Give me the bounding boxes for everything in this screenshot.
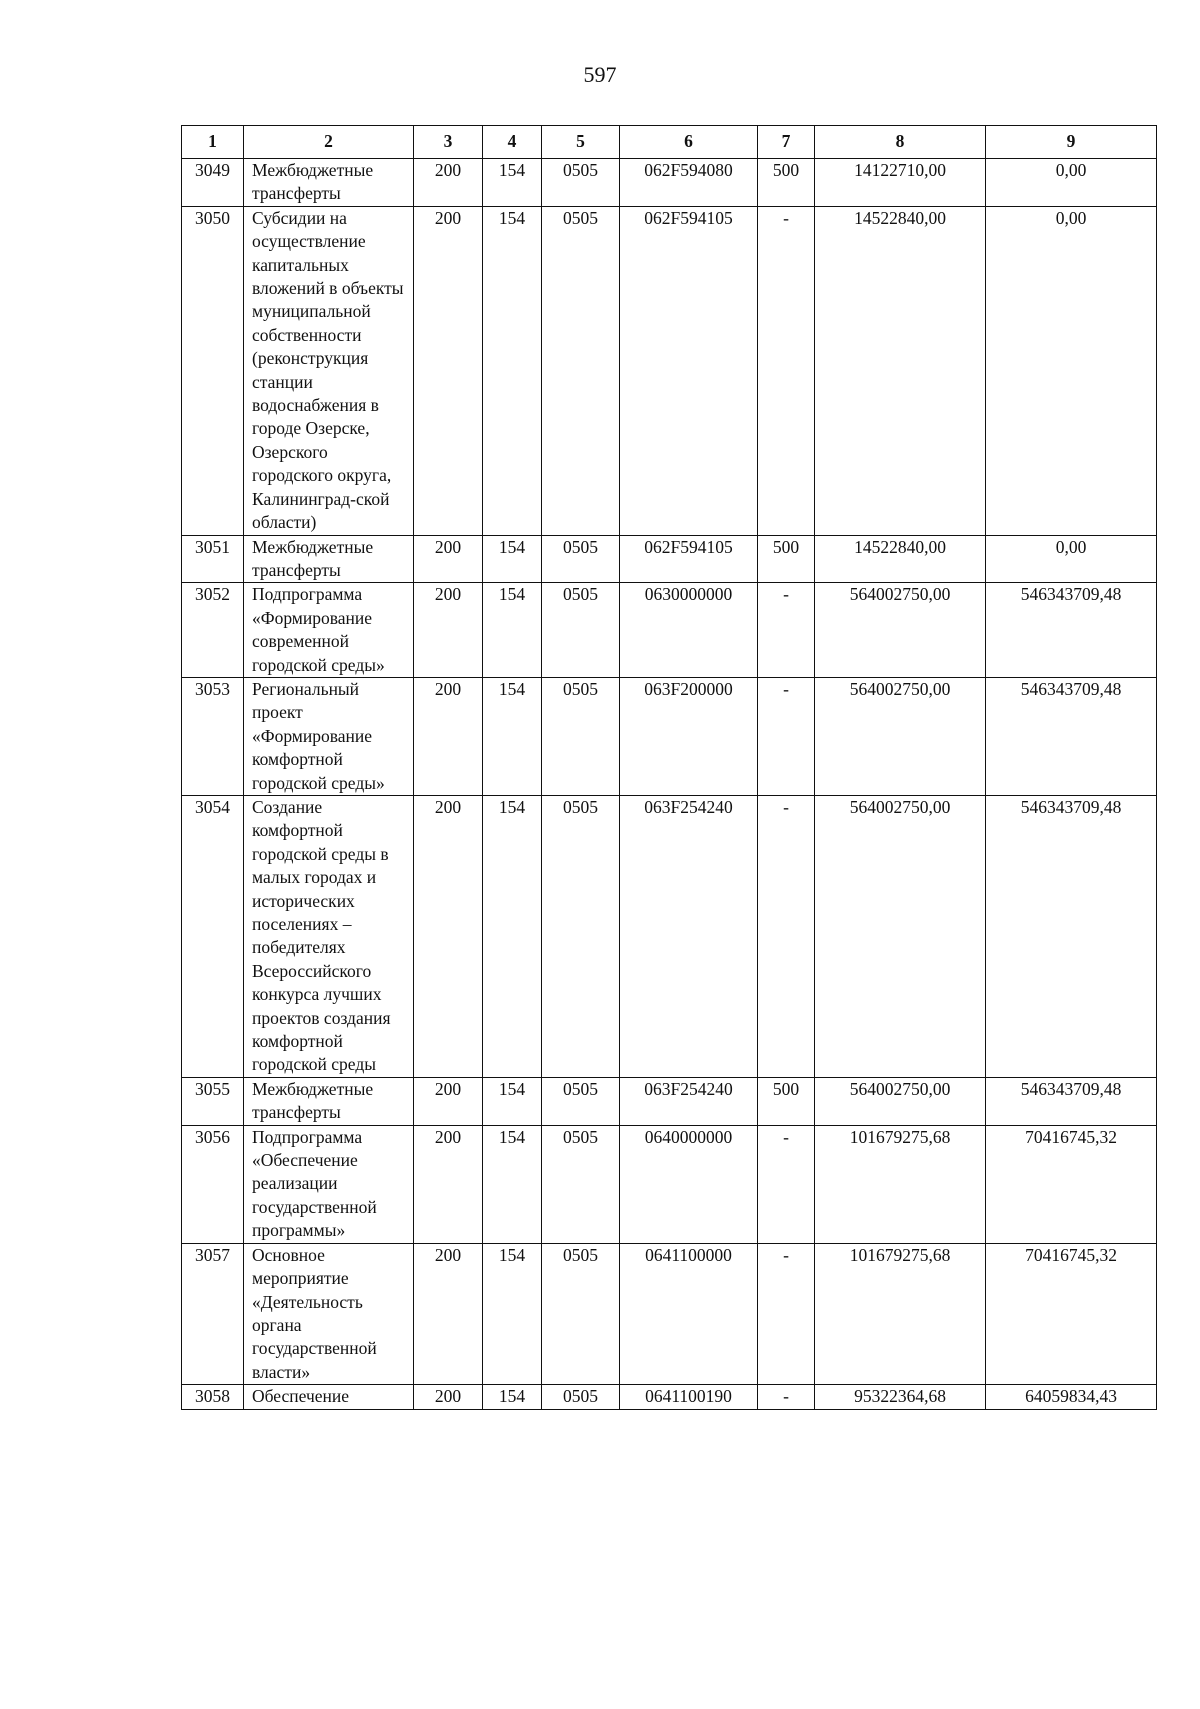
cell-col5: 0505 (542, 583, 620, 678)
table-row (182, 1077, 1157, 1125)
cell-col6: 0641100190 (620, 1385, 758, 1409)
cell-col5: 0505 (542, 1077, 620, 1125)
row-number: 3054 (182, 795, 244, 1077)
cell-col7: - (758, 677, 815, 795)
row-number: 3056 (182, 1125, 244, 1243)
table-row (182, 159, 1157, 207)
table-row (182, 677, 1157, 795)
cell-col6: 062F594105 (620, 206, 758, 535)
cell-col8: 14522840,00 (815, 206, 986, 535)
cell-col6: 0630000000 (620, 583, 758, 678)
cell-col9: 0,00 (986, 159, 1157, 207)
cell-col4: 154 (483, 1125, 542, 1243)
row-name: Подпрограмма «Обеспечение реализации государственной программы» (244, 1125, 414, 1243)
cell-col5: 0505 (542, 1243, 620, 1384)
column-header: 4 (483, 126, 542, 159)
row-name: Создание комфортной городской среды в малых городах и исторических поселениях – победителях Всероссийского конкурса лучших проектов создания комфортной городской среды (244, 795, 414, 1077)
cell-col4: 154 (483, 1077, 542, 1125)
cell-col7: 500 (758, 1077, 815, 1125)
cell-col4: 154 (483, 159, 542, 207)
cell-col5: 0505 (542, 1125, 620, 1243)
cell-col5: 0505 (542, 795, 620, 1077)
cell-col8: 95322364,68 (815, 1385, 986, 1409)
table-row (182, 1385, 1157, 1409)
cell-col4: 154 (483, 583, 542, 678)
cell-col3: 200 (414, 159, 483, 207)
cell-col7: - (758, 1385, 815, 1409)
cell-col7: - (758, 1243, 815, 1384)
cell-col7: - (758, 1125, 815, 1243)
row-name: Межбюджетные трансферты (244, 535, 414, 583)
budget-table (181, 125, 1157, 1410)
row-name: Подпрограмма «Формирование современной городской среды» (244, 583, 414, 678)
cell-col3: 200 (414, 795, 483, 1077)
cell-col8: 564002750,00 (815, 1077, 986, 1125)
cell-col8: 14522840,00 (815, 535, 986, 583)
cell-col9: 0,00 (986, 535, 1157, 583)
page-number: 597 (583, 62, 617, 87)
cell-col6: 062F594105 (620, 535, 758, 583)
row-name: Межбюджетные трансферты (244, 1077, 414, 1125)
cell-col7: 500 (758, 159, 815, 207)
cell-col4: 154 (483, 206, 542, 535)
cell-col9: 546343709,48 (986, 677, 1157, 795)
table-row (182, 583, 1157, 678)
cell-col3: 200 (414, 1125, 483, 1243)
row-number: 3050 (182, 206, 244, 535)
row-name: Межбюджетные трансферты (244, 159, 414, 207)
row-number: 3049 (182, 159, 244, 207)
column-header: 8 (815, 126, 986, 159)
cell-col4: 154 (483, 1243, 542, 1384)
cell-col6: 063F200000 (620, 677, 758, 795)
cell-col9: 64059834,43 (986, 1385, 1157, 1409)
column-header: 9 (986, 126, 1157, 159)
cell-col9: 546343709,48 (986, 795, 1157, 1077)
column-header: 7 (758, 126, 815, 159)
cell-col8: 101679275,68 (815, 1243, 986, 1384)
cell-col6: 063F254240 (620, 795, 758, 1077)
column-header: 5 (542, 126, 620, 159)
column-header: 6 (620, 126, 758, 159)
cell-col3: 200 (414, 677, 483, 795)
cell-col8: 564002750,00 (815, 677, 986, 795)
cell-col4: 154 (483, 535, 542, 583)
cell-col9: 70416745,32 (986, 1243, 1157, 1384)
row-number: 3053 (182, 677, 244, 795)
cell-col8: 14122710,00 (815, 159, 986, 207)
table-row (182, 1125, 1157, 1243)
cell-col7: - (758, 206, 815, 535)
table-header-row (182, 126, 1157, 159)
cell-col7: - (758, 583, 815, 678)
cell-col4: 154 (483, 795, 542, 1077)
cell-col5: 0505 (542, 206, 620, 535)
cell-col9: 70416745,32 (986, 1125, 1157, 1243)
cell-col8: 101679275,68 (815, 1125, 986, 1243)
cell-col4: 154 (483, 677, 542, 795)
cell-col3: 200 (414, 1077, 483, 1125)
column-header: 3 (414, 126, 483, 159)
cell-col5: 0505 (542, 677, 620, 795)
cell-col5: 0505 (542, 159, 620, 207)
row-name: Субсидии на осуществление капитальных вложений в объекты муниципальной собственности (реконструкция станции водоснабжения в городе Озерске, Озерского городского округа, Калининград-ской области) (244, 206, 414, 535)
row-number: 3058 (182, 1385, 244, 1409)
row-number: 3057 (182, 1243, 244, 1384)
cell-col3: 200 (414, 535, 483, 583)
cell-col8: 564002750,00 (815, 795, 986, 1077)
row-name: Обеспечение (244, 1385, 414, 1409)
cell-col6: 0641100000 (620, 1243, 758, 1384)
cell-col3: 200 (414, 1243, 483, 1384)
cell-col3: 200 (414, 583, 483, 678)
row-number: 3055 (182, 1077, 244, 1125)
cell-col6: 062F594080 (620, 159, 758, 207)
table-row (182, 795, 1157, 1077)
row-number: 3052 (182, 583, 244, 678)
row-number: 3051 (182, 535, 244, 583)
table-row (182, 1243, 1157, 1384)
cell-col9: 546343709,48 (986, 1077, 1157, 1125)
cell-col5: 0505 (542, 535, 620, 583)
cell-col3: 200 (414, 206, 483, 535)
cell-col9: 546343709,48 (986, 583, 1157, 678)
table-row (182, 206, 1157, 535)
cell-col4: 154 (483, 1385, 542, 1409)
cell-col3: 200 (414, 1385, 483, 1409)
cell-col8: 564002750,00 (815, 583, 986, 678)
cell-col6: 0640000000 (620, 1125, 758, 1243)
column-header: 1 (182, 126, 244, 159)
table-row (182, 535, 1157, 583)
column-header: 2 (244, 126, 414, 159)
row-name: Региональный проект «Формирование комфортной городской среды» (244, 677, 414, 795)
cell-col5: 0505 (542, 1385, 620, 1409)
cell-col9: 0,00 (986, 206, 1157, 535)
cell-col6: 063F254240 (620, 1077, 758, 1125)
cell-col7: - (758, 795, 815, 1077)
row-name: Основное мероприятие «Деятельность органа государственной власти» (244, 1243, 414, 1384)
cell-col7: 500 (758, 535, 815, 583)
